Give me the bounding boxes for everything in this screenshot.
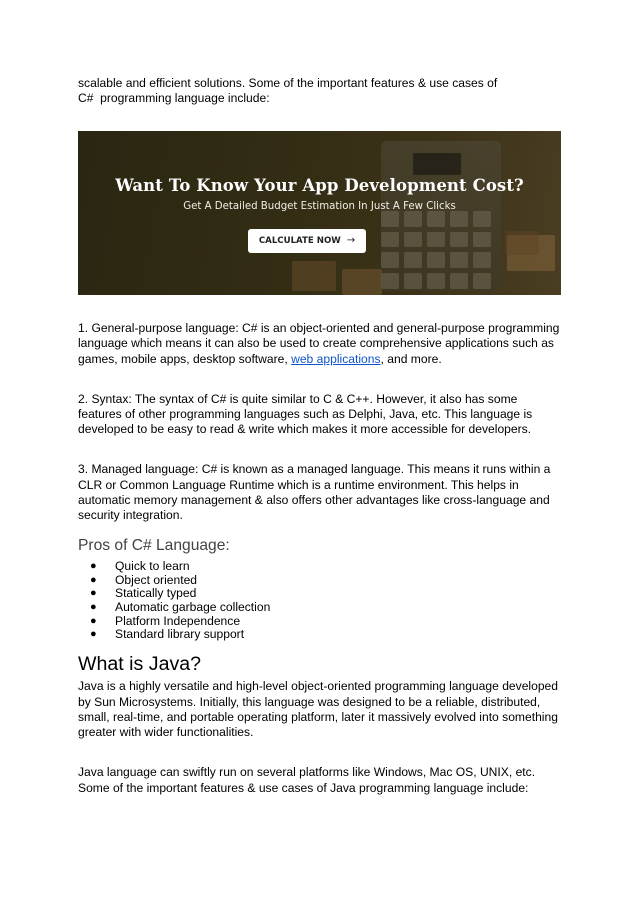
banner-title: Want To Know Your App Development Cost? — [115, 175, 524, 195]
pros-heading: Pros of C# Language: — [78, 536, 230, 554]
list-item: ● Statically typed — [90, 586, 197, 601]
intro-line-1: scalable and efficient solutions. Some of the important features & use cases of — [78, 76, 498, 90]
feature-syntax: 2. Syntax: The syntax of C# is quite similar to C & C++. However, it also has some features of other programming languages such as Delphi, Java, etc. This language is developed to be easy to read & write which makes it more accessible for developers. — [78, 391, 533, 437]
calculate-now-button[interactable] — [248, 229, 366, 253]
bullet-icon: ● — [90, 587, 97, 600]
java-paragraph-1: Java is a highly versatile and high-level object-oriented programming language developed by Sun Microsystems. Initially, this language was designed to be a reliable, distributed, small, real-time, and portable operating platform, later it massively evolved into something greater with wider functionalities. — [78, 679, 559, 740]
document-content — [78, 76, 564, 796]
bullet-icon: ● — [90, 573, 97, 586]
list-item: ● Object oriented — [90, 572, 198, 587]
list-item: ● Automatic garbage collection — [90, 599, 271, 614]
bullet-icon: ● — [90, 614, 97, 627]
calculator-keys — [381, 211, 491, 289]
java-heading: What is Java? — [78, 653, 202, 676]
list-item: ● Quick to learn — [90, 558, 190, 573]
intro-paragraph — [78, 76, 564, 107]
cardboard-box — [292, 261, 336, 291]
web-applications-link[interactable]: web applications — [291, 351, 381, 366]
bullet-icon: ● — [90, 559, 97, 572]
cardboard-box — [342, 269, 382, 295]
pros-list — [78, 560, 564, 642]
cardboard-box — [505, 231, 539, 255]
calculate-now-label: CALCULATE NOW — [258, 235, 341, 246]
intro-line-2: C# programming language include: — [78, 91, 270, 106]
feature-general-purpose: 1. General-purpose language: C# is an object-oriented and general-purpose programming language which means it can also be used to create comprehensive applications such as games, mobile apps, desktop software, web applications, and more. — [78, 320, 560, 366]
app-cost-banner[interactable] — [78, 131, 561, 295]
bullet-icon: ● — [90, 628, 97, 641]
arrow-right-icon: → — [346, 235, 356, 247]
list-item: ● Standard library support — [90, 627, 245, 642]
feature-managed-language: 3. Managed language: C# is known as a managed language. This means it runs within a CLR or Common Language Runtime which is a runtime environment. This helps in automatic memory management & also offers other advantages like cross-language and security integration. — [78, 462, 551, 523]
calculator-screen — [413, 153, 461, 175]
list-item: ● Platform Independence — [90, 613, 241, 628]
banner-subtitle: Get A Detailed Budget Estimation In Just A Few Clicks — [183, 200, 456, 212]
java-paragraph-2: Java language can swiftly run on several platforms like Windows, Mac OS, UNIX, etc. Some of the important features & use cases of Java programming language include: — [78, 765, 536, 795]
bullet-icon: ● — [90, 600, 97, 613]
